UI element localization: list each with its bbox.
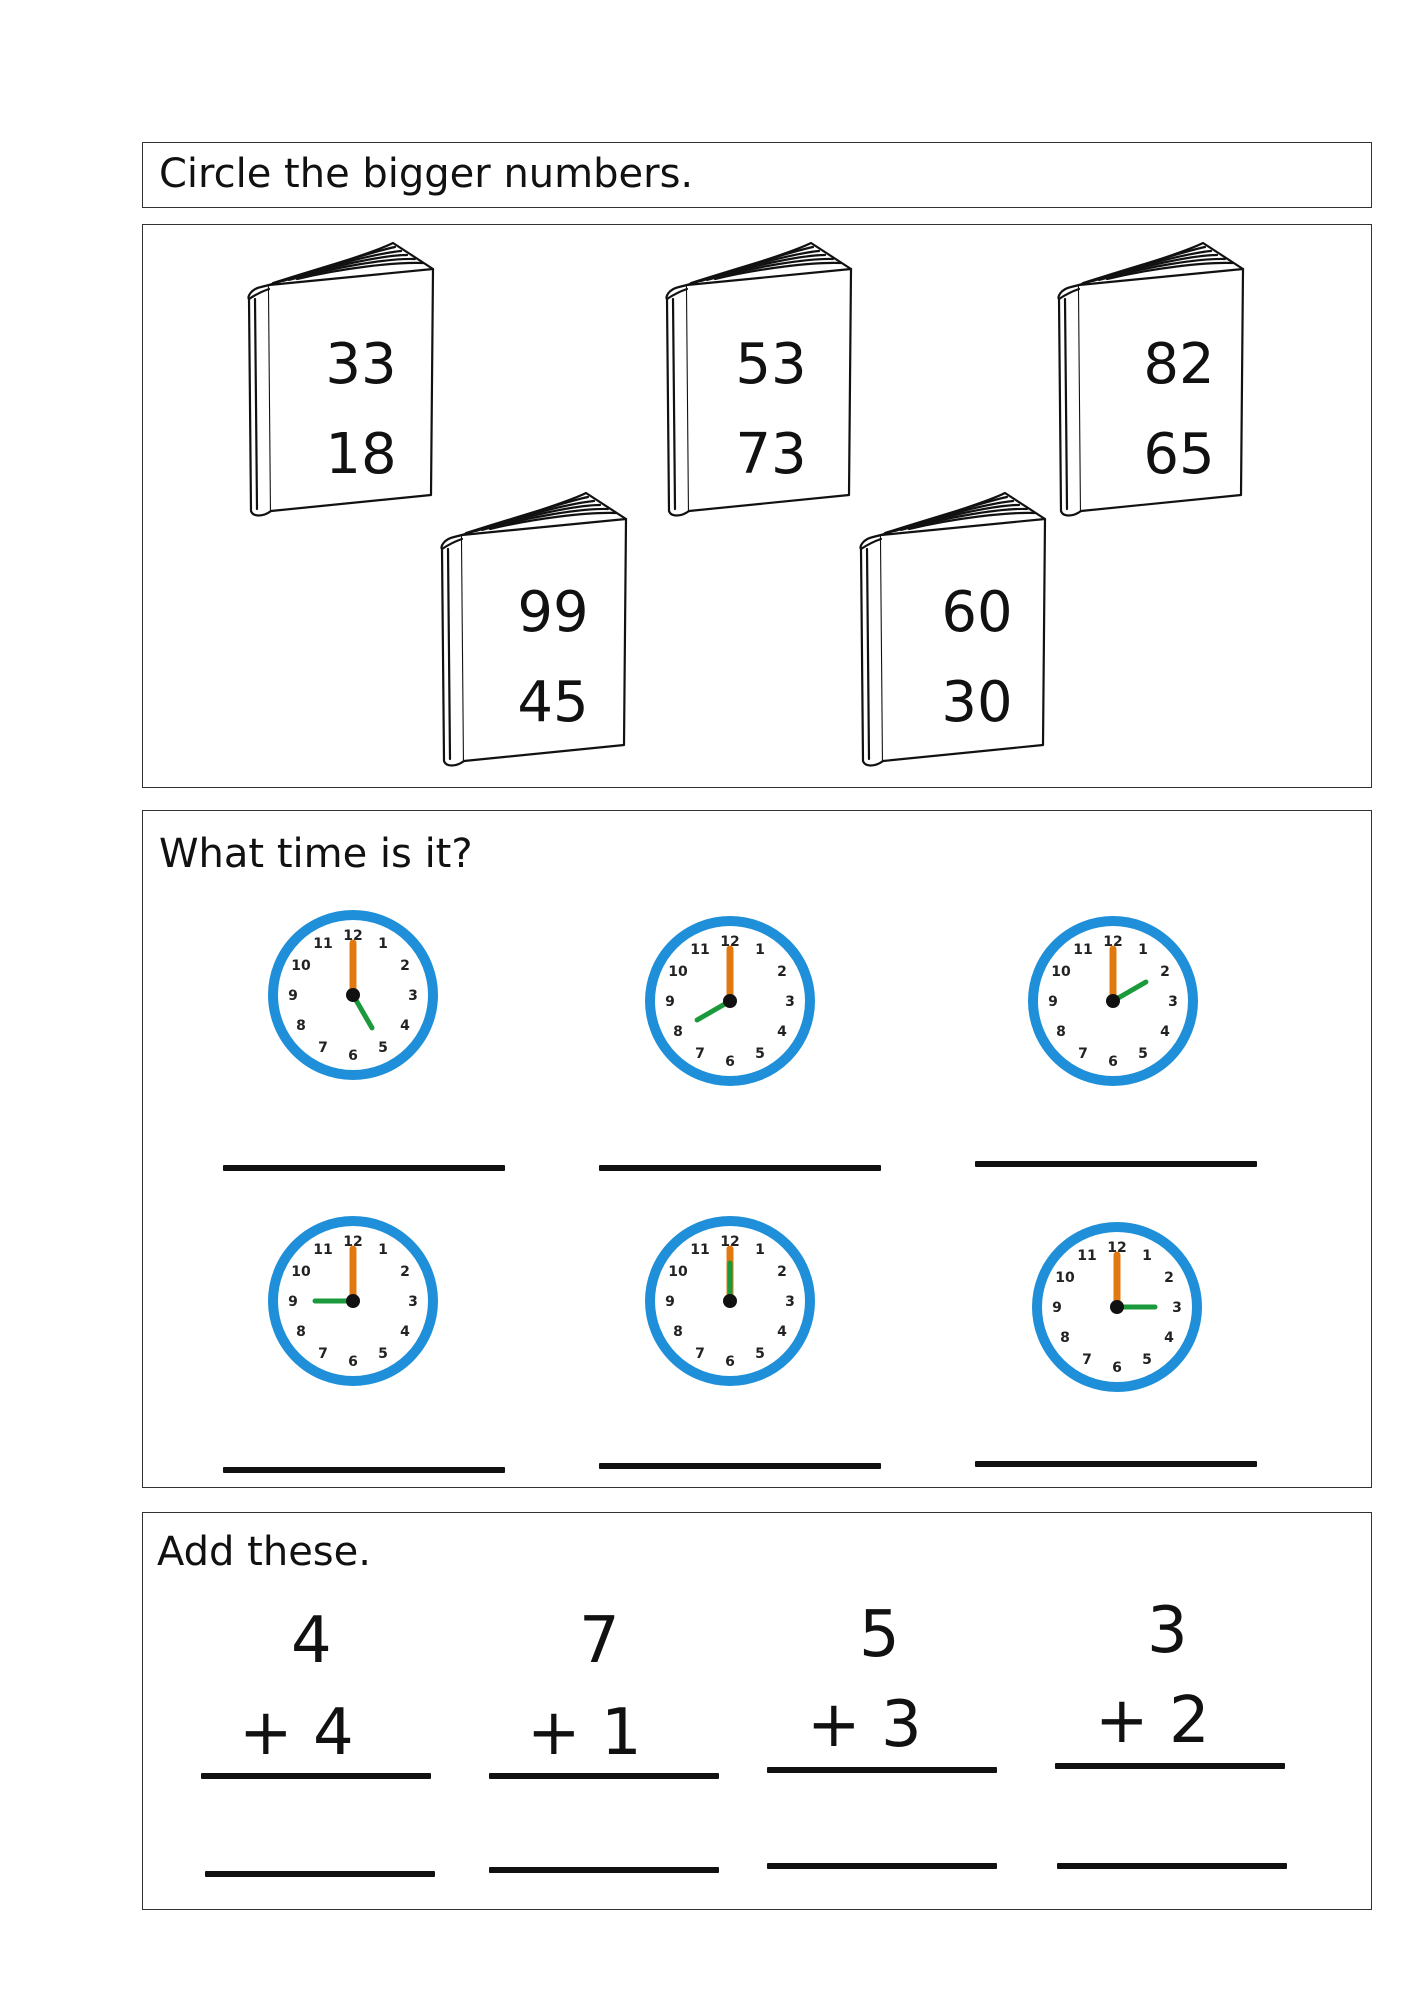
clock-number: 1	[378, 1242, 388, 1259]
clock-number: 5	[1142, 1351, 1152, 1368]
clock-icon	[640, 911, 820, 1091]
instruction-box-circle	[142, 142, 1372, 208]
clock-number: 10	[668, 1264, 688, 1280]
clock-number: 12	[1103, 934, 1123, 950]
clock-number: 9	[665, 994, 675, 1010]
clock-number: 11	[690, 1242, 710, 1259]
clock-number: 7	[1078, 1045, 1088, 1062]
book-number-top: 53	[735, 332, 807, 397]
clock-center	[723, 1294, 737, 1308]
clock-number: 8	[673, 1024, 683, 1040]
clock-number: 1	[755, 1242, 765, 1259]
sum-line	[767, 1767, 997, 1773]
clock-number: 7	[318, 1345, 328, 1362]
clock-number: 2	[1160, 964, 1170, 980]
clock-center	[346, 1294, 360, 1308]
clock-number: 9	[1052, 1300, 1062, 1316]
clock-number: 8	[1056, 1024, 1066, 1040]
clock-number: 6	[348, 1354, 358, 1370]
clock-number: 3	[408, 988, 418, 1004]
clock-number: 9	[288, 1294, 298, 1310]
book-3	[1053, 241, 1253, 523]
clock-number: 8	[673, 1324, 683, 1340]
clock-number: 4	[777, 1324, 787, 1340]
addend-top: 5	[859, 1598, 900, 1672]
clock-number: 5	[378, 1039, 388, 1056]
book-2	[661, 241, 861, 523]
clock-number: 2	[400, 958, 410, 974]
addend-bottom: + 4	[239, 1696, 354, 1770]
clock-number: 9	[288, 988, 298, 1004]
clock-number: 6	[1108, 1054, 1118, 1070]
clock-number: 12	[720, 1234, 740, 1250]
answer-line[interactable]	[975, 1161, 1257, 1167]
clock-number: 5	[755, 1345, 765, 1362]
clock-number: 1	[378, 936, 388, 953]
clock-number: 6	[1112, 1360, 1122, 1376]
answer-line[interactable]	[489, 1867, 719, 1873]
clock-number: 7	[1082, 1351, 1092, 1368]
clock-number: 11	[690, 942, 710, 959]
clock-number: 11	[313, 1242, 333, 1259]
clock-number: 10	[291, 1264, 311, 1280]
section-title-circle: Circle the bigger numbers.	[159, 151, 694, 197]
answer-line[interactable]	[223, 1467, 505, 1473]
answer-line[interactable]	[223, 1165, 505, 1171]
answer-line[interactable]	[599, 1463, 881, 1469]
clock-icon	[263, 1211, 443, 1391]
addend-top: 3	[1147, 1594, 1188, 1668]
clock-number: 6	[725, 1054, 735, 1070]
clock-number: 2	[400, 1264, 410, 1280]
clock-number: 3	[785, 1294, 795, 1310]
clock-icon	[1027, 1217, 1207, 1397]
clock-number: 5	[1138, 1045, 1148, 1062]
clock-center	[1110, 1300, 1124, 1314]
clock-icon	[1023, 911, 1203, 1091]
addition-panel	[142, 1512, 1372, 1910]
clock-number: 11	[1077, 1248, 1097, 1265]
clock-number: 6	[725, 1354, 735, 1370]
answer-line[interactable]	[767, 1863, 997, 1869]
answer-line[interactable]	[975, 1461, 1257, 1467]
clock-number: 7	[318, 1039, 328, 1056]
clock-number: 8	[296, 1324, 306, 1340]
clock-center	[1106, 994, 1120, 1008]
clock-number: 6	[348, 1048, 358, 1064]
clock-number: 4	[400, 1018, 410, 1034]
addend-bottom: + 2	[1095, 1684, 1210, 1758]
clock-number: 4	[1164, 1330, 1174, 1346]
clock-number: 10	[668, 964, 688, 980]
addend-bottom: + 3	[807, 1688, 922, 1762]
clock-number: 4	[1160, 1024, 1170, 1040]
book-number-bottom: 18	[325, 422, 397, 487]
clock-number: 11	[1073, 942, 1093, 959]
clock-number: 4	[777, 1024, 787, 1040]
answer-line[interactable]	[1057, 1863, 1287, 1869]
clock-number: 2	[1164, 1270, 1174, 1286]
clock-number: 7	[695, 1345, 705, 1362]
sum-line	[1055, 1763, 1285, 1769]
clock-number: 3	[408, 1294, 418, 1310]
clock-center	[723, 994, 737, 1008]
clock-number: 3	[1168, 994, 1178, 1010]
book-number-bottom: 30	[941, 670, 1013, 735]
sum-line	[489, 1773, 719, 1779]
book-5	[855, 491, 1055, 773]
clock-number: 8	[296, 1018, 306, 1034]
clock-number: 2	[777, 1264, 787, 1280]
clock-number: 5	[755, 1045, 765, 1062]
section-title-time: What time is it?	[159, 831, 473, 877]
book-1	[243, 241, 443, 523]
clock-number: 9	[1048, 994, 1058, 1010]
addend-top: 7	[579, 1604, 620, 1678]
clock-number: 10	[1055, 1270, 1075, 1286]
answer-line[interactable]	[205, 1871, 435, 1877]
clock-number: 5	[378, 1345, 388, 1362]
sum-line	[201, 1773, 431, 1779]
clock-number: 1	[1142, 1248, 1152, 1265]
book-number-bottom: 73	[735, 422, 807, 487]
clock-number: 12	[343, 928, 363, 944]
clock-number: 3	[785, 994, 795, 1010]
clock-number: 12	[343, 1234, 363, 1250]
clock-number: 9	[665, 1294, 675, 1310]
addend-top: 4	[291, 1604, 332, 1678]
book-4	[436, 491, 636, 773]
book-number-top: 82	[1143, 332, 1215, 397]
clock-number: 10	[1051, 964, 1071, 980]
clock-icon	[263, 905, 443, 1085]
book-number-top: 60	[941, 580, 1013, 645]
clock-number: 1	[755, 942, 765, 959]
book-number-top: 99	[517, 580, 589, 645]
clock-number: 4	[400, 1324, 410, 1340]
clock-center	[346, 988, 360, 1002]
clocks-panel	[142, 810, 1372, 1488]
addend-bottom: + 1	[527, 1696, 642, 1770]
book-number-bottom: 65	[1143, 422, 1215, 487]
clock-number: 8	[1060, 1330, 1070, 1346]
clock-number: 7	[695, 1045, 705, 1062]
books-panel	[142, 224, 1372, 788]
clock-number: 10	[291, 958, 311, 974]
clock-icon	[640, 1211, 820, 1391]
clock-number: 12	[1107, 1240, 1127, 1256]
clock-number: 1	[1138, 942, 1148, 959]
clock-number: 2	[777, 964, 787, 980]
clock-number: 3	[1172, 1300, 1182, 1316]
book-number-top: 33	[325, 332, 397, 397]
clock-number: 12	[720, 934, 740, 950]
clock-number: 11	[313, 936, 333, 953]
book-number-bottom: 45	[517, 670, 589, 735]
section-title-add: Add these.	[157, 1529, 371, 1575]
answer-line[interactable]	[599, 1165, 881, 1171]
